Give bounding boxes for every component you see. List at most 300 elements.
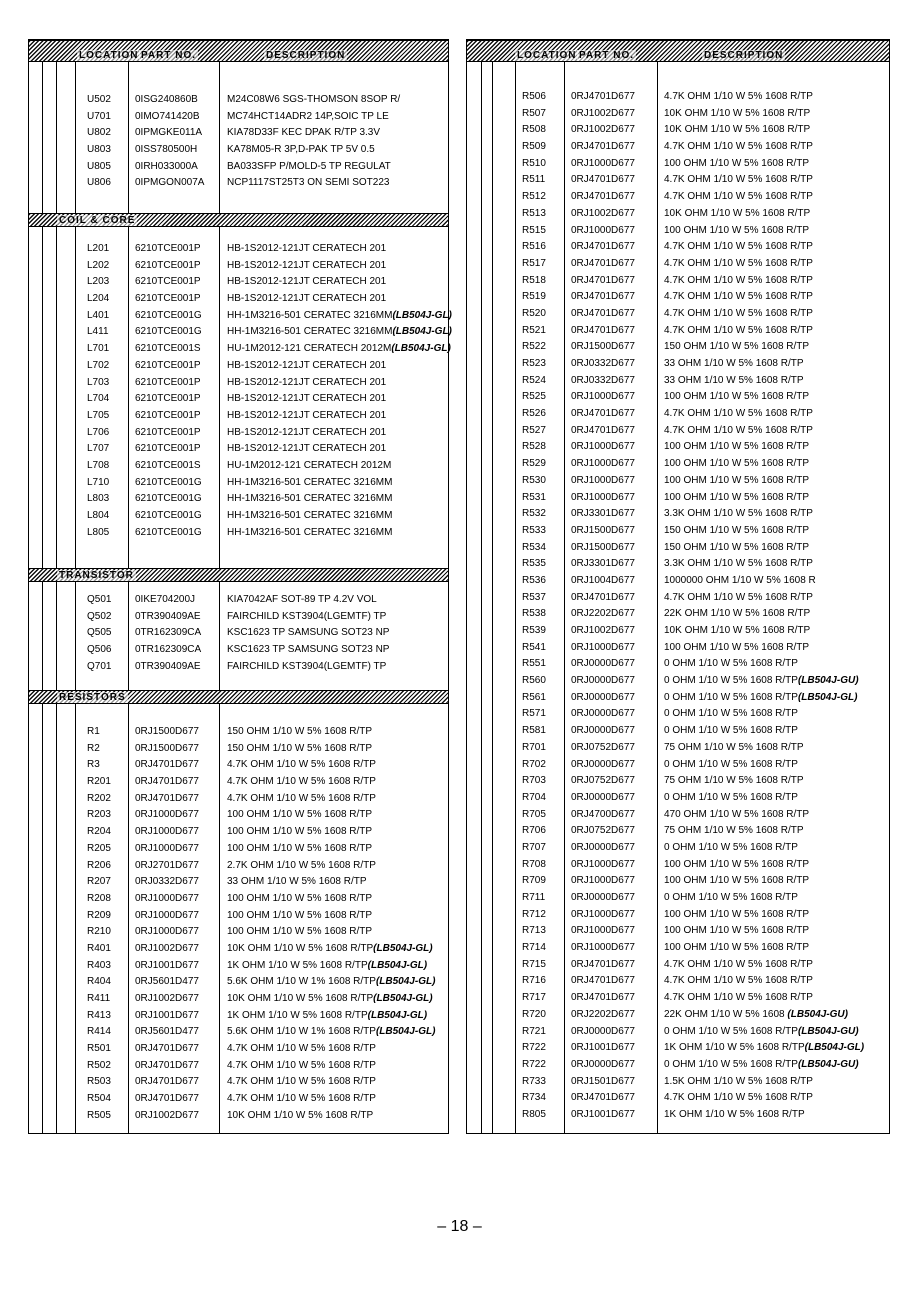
- description-cell: [227, 508, 392, 525]
- description-cell: [227, 1074, 376, 1091]
- location-cell: R413: [87, 1009, 111, 1021]
- description-text: HB-1S2012-121JT CERATECH 201: [227, 443, 387, 455]
- description-text: 4.7K OHM 1/10 W 5% 1608 R/TP: [664, 958, 813, 970]
- description-cell: [227, 924, 372, 941]
- location-cell: R512: [522, 191, 546, 203]
- description-text: 3.3K OHM 1/10 W 5% 1608 R/TP: [664, 558, 813, 570]
- description-cell: [227, 642, 389, 659]
- description-cell: [227, 308, 452, 325]
- location-cell: R506: [522, 91, 546, 102]
- part-number-cell: 0RJ0000D677: [571, 675, 635, 687]
- part-number-cell: 0TR390409AE: [135, 660, 201, 672]
- description-text: FAIRCHILD KST3904(LGEMTF) TP: [227, 610, 387, 622]
- part-number-cell: 0RJ1002D677: [571, 207, 635, 219]
- part-number-cell: 0RJ1000D677: [135, 826, 199, 838]
- table-row: [467, 1090, 889, 1107]
- description-text: 10K OHM 1/10 W 5% 1608 R/TP: [664, 625, 811, 636]
- location-cell: R204: [87, 826, 111, 838]
- table-row: [467, 1057, 889, 1074]
- description-cell: [227, 724, 372, 741]
- part-number-cell: 0RJ0332D677: [135, 876, 199, 888]
- location-cell: R715: [522, 958, 546, 970]
- part-number-cell: 0RJ1000D677: [571, 458, 635, 470]
- section-title: RESISTORS: [59, 692, 126, 703]
- part-number-cell: 0RJ1000D677: [571, 942, 635, 954]
- part-number-cell: 6210TCE001G: [135, 510, 202, 521]
- table-row: [467, 439, 889, 456]
- description-text: 0 OHM 1/10 W 5% 1608 R/TP: [664, 791, 798, 803]
- table-row: [29, 791, 448, 808]
- section-header: [467, 40, 889, 62]
- part-number-cell: 0RJ1002D677: [135, 1109, 199, 1121]
- model-tag: (LB504J-GL): [392, 309, 452, 321]
- description-cell: [664, 256, 813, 273]
- location-cell: R716: [522, 975, 546, 987]
- description-cell: [664, 706, 798, 723]
- location-cell: Q701: [87, 660, 112, 672]
- part-number-cell: 0RJ1004D677: [571, 574, 635, 586]
- part-number-cell: 0RJ4701D677: [571, 408, 635, 420]
- description-text: HB-1S2012-121JT CERATECH 201: [227, 359, 387, 371]
- description-cell: [227, 258, 386, 275]
- part-number-cell: 6210TCE001P: [135, 259, 201, 271]
- description-cell: [664, 1090, 813, 1107]
- location-cell: U806: [87, 177, 111, 189]
- description-cell: [227, 341, 451, 358]
- location-cell: R541: [522, 641, 546, 653]
- description-text: 0 OHM 1/10 W 5% 1608 R/TP: [664, 1025, 798, 1037]
- description-cell: [227, 841, 372, 858]
- table-row: [467, 640, 889, 657]
- description-text: 2.7K OHM 1/10 W 5% 1608 R/TP: [227, 859, 376, 871]
- description-text: KIA78D33F KEC DPAK R/TP 3.3V: [227, 127, 381, 139]
- section-title: COIL & CORE: [59, 215, 136, 226]
- part-number-cell: 0RJ0332D677: [571, 358, 635, 369]
- section-header: [29, 690, 448, 704]
- part-number-cell: 6210TCE001S: [135, 459, 201, 471]
- part-number-cell: 0RJ0000D677: [571, 1058, 635, 1070]
- description-text: KSC1623 TP SAMSUNG SOT23 NP: [227, 627, 390, 639]
- table-row: [467, 840, 889, 857]
- table-row: [467, 823, 889, 840]
- table-row: [467, 907, 889, 924]
- description-cell: [227, 324, 452, 341]
- description-cell: [664, 473, 809, 490]
- description-text: 4.7K OHM 1/10 W 5% 1608 R/TP: [227, 792, 376, 804]
- part-number-cell: 0RJ4701D677: [135, 1043, 199, 1055]
- description-cell: [664, 506, 813, 523]
- part-number-cell: 0RJ4701D677: [571, 174, 635, 186]
- description-cell: [664, 289, 813, 306]
- table-row: [29, 441, 448, 458]
- location-cell: R511: [522, 174, 546, 186]
- location-cell: R721: [522, 1025, 546, 1037]
- location-cell: R522: [522, 341, 546, 353]
- table-row: [29, 1024, 448, 1041]
- description-text: 4.7K OHM 1/10 W 5% 1608 R/TP: [664, 191, 813, 203]
- location-cell: L411: [87, 326, 109, 338]
- description-cell: [227, 807, 372, 824]
- table-row: [29, 1041, 448, 1058]
- location-cell: R209: [87, 909, 111, 921]
- location-cell: R404: [87, 976, 111, 988]
- table-row: [29, 924, 448, 941]
- part-number-cell: 0RJ1500D677: [571, 541, 635, 553]
- model-tag: (LB504J-GL): [373, 993, 433, 1004]
- table-row: [29, 974, 448, 991]
- description-text: 1K OHM 1/10 W 5% 1608 R/TP: [664, 1042, 805, 1054]
- part-number-cell: 0RJ5601D477: [135, 1026, 199, 1038]
- part-number-cell: 6210TCE001P: [135, 426, 201, 438]
- location-cell: R3: [87, 759, 100, 771]
- description-text: 33 OHM 1/10 W 5% 1608 R/TP: [664, 374, 804, 386]
- description-text: 33 OHM 1/10 W 5% 1608 R/TP: [664, 358, 804, 369]
- location-cell: R205: [87, 842, 111, 854]
- part-number-cell: 6210TCE001G: [135, 326, 202, 338]
- description-text: 22K OHM 1/10 W 5% 1608: [664, 1008, 788, 1020]
- description-cell: [664, 790, 798, 807]
- table-row: [29, 92, 448, 109]
- part-number-cell: 0RJ0000D677: [571, 708, 635, 720]
- part-number-cell: 0ISS780500H: [135, 144, 198, 156]
- description-cell: [664, 106, 810, 123]
- part-number-cell: 0RJ4701D677: [571, 975, 635, 987]
- description-text: HB-1S2012-121JT CERATECH 201: [227, 409, 387, 421]
- table-row: [29, 125, 448, 142]
- description-text: 0 OHM 1/10 W 5% 1608 R/TP: [664, 758, 798, 770]
- table-row: [29, 774, 448, 791]
- part-number-cell: 0RJ0752D677: [571, 775, 635, 787]
- description-text: 4.7K OHM 1/10 W 5% 1608 R/TP: [664, 307, 813, 319]
- section-header: [29, 40, 448, 62]
- model-tag: (LB504J-GL): [367, 1009, 428, 1021]
- location-cell: R503: [87, 1076, 111, 1088]
- part-number-cell: 0RJ4701D677: [571, 141, 635, 153]
- table-row: [29, 341, 451, 358]
- description-cell: [664, 890, 798, 907]
- part-number-cell: 0RJ5601D477: [135, 976, 199, 988]
- description-cell: [664, 957, 813, 974]
- description-text: 4.7K OHM 1/10 W 5% 1608 R/TP: [227, 1043, 376, 1055]
- description-cell: [664, 423, 813, 440]
- part-number-cell: 0ISG240860B: [135, 94, 198, 105]
- part-number-cell: 0RJ1000D677: [571, 224, 635, 236]
- table-row: [29, 142, 448, 159]
- location-cell: L701: [87, 343, 110, 355]
- location-cell: R560: [522, 675, 546, 687]
- description-cell: [227, 741, 372, 758]
- location-cell: R518: [522, 274, 546, 286]
- description-cell: [227, 491, 392, 508]
- description-text: 0 OHM 1/10 W 5% 1608 R/TP: [664, 892, 798, 903]
- description-text: 75 OHM 1/10 W 5% 1608 R/TP: [664, 741, 804, 753]
- table-row: [29, 159, 448, 176]
- table-row: [29, 874, 448, 891]
- part-number-cell: 0RJ4701D677: [135, 759, 199, 771]
- model-tag: (LB504J-GU): [797, 675, 859, 687]
- part-number-cell: 0RJ4701D677: [135, 792, 199, 804]
- table-row: [29, 958, 448, 975]
- description-cell: [664, 239, 813, 256]
- description-cell: [227, 625, 389, 642]
- table-row: [467, 289, 889, 306]
- description-cell: [664, 857, 809, 874]
- part-number-cell: 0RJ1000D677: [135, 892, 199, 904]
- location-cell: L707: [87, 443, 110, 455]
- description-text: 10K OHM 1/10 W 5% 1608 R/TP: [664, 124, 811, 136]
- table-row: [467, 590, 889, 607]
- right-parts-table: [466, 39, 890, 1134]
- table-row: [29, 375, 448, 392]
- location-cell: U701: [87, 110, 111, 122]
- table-row: [29, 1058, 448, 1075]
- table-row: [29, 659, 448, 676]
- description-text: 0 OHM 1/10 W 5% 1608 R/TP: [664, 691, 798, 703]
- description-text: 4.7K OHM 1/10 W 5% 1608 R/TP: [664, 274, 813, 286]
- part-number-cell: 0RJ1002D677: [571, 107, 635, 119]
- model-tag: (LB504J-GL): [804, 1042, 865, 1054]
- description-text: 4.7K OHM 1/10 W 5% 1608 R/TP: [664, 1092, 813, 1104]
- location-cell: R701: [522, 741, 546, 753]
- description-cell: [664, 740, 804, 757]
- description-text: 100 OHM 1/10 W 5% 1608 R/TP: [664, 875, 810, 887]
- part-number-cell: 0RJ4701D677: [571, 257, 635, 269]
- description-text: HB-1S2012-121JT CERATECH 201: [227, 376, 387, 388]
- table-row: [467, 256, 889, 273]
- location-cell: R733: [522, 1075, 546, 1087]
- part-number-cell: 6210TCE001S: [135, 343, 201, 355]
- table-row: [467, 139, 889, 156]
- description-cell: [227, 142, 375, 159]
- table-row: [467, 356, 889, 373]
- description-cell: [227, 358, 386, 375]
- description-cell: [227, 125, 380, 142]
- location-cell: L401: [87, 309, 110, 321]
- description-cell: [664, 306, 813, 323]
- description-text: HB-1S2012-121JT CERATECH 201: [227, 243, 387, 254]
- description-cell: [227, 908, 372, 925]
- location-cell: R524: [522, 374, 546, 386]
- description-text: 150 OHM 1/10 W 5% 1608 R/TP: [227, 742, 373, 754]
- location-cell: L703: [87, 376, 110, 388]
- location-cell: R411: [87, 993, 111, 1004]
- location-cell: L201: [87, 243, 110, 254]
- description-text: 5.6K OHM 1/10 W 1% 1608 R/TP: [227, 1026, 376, 1038]
- part-number-cell: 0RJ1000D677: [135, 909, 199, 921]
- table-row: [467, 273, 889, 290]
- table-row: [467, 656, 889, 673]
- description-text: 100 OHM 1/10 W 5% 1608 R/TP: [227, 842, 373, 854]
- description-text: 1K OHM 1/10 W 5% 1608 R/TP: [664, 1108, 805, 1120]
- description-cell: [664, 606, 810, 623]
- model-tag: (LB504J-GL): [375, 1026, 436, 1038]
- description-cell: [664, 439, 809, 456]
- part-number-cell: 0RJ1500D677: [135, 726, 199, 737]
- description-cell: [227, 175, 389, 192]
- part-number-cell: 0IKE704200J: [135, 594, 196, 605]
- table-row: [467, 189, 889, 206]
- description-cell: [664, 523, 809, 540]
- description-text: 150 OHM 1/10 W 5% 1608 R/TP: [664, 341, 810, 353]
- description-cell: [227, 891, 372, 908]
- description-text: 4.7K OHM 1/10 W 5% 1608 R/TP: [664, 241, 813, 253]
- location-cell: R521: [522, 324, 546, 336]
- description-cell: [227, 425, 386, 442]
- page-number: – 18 –: [437, 1218, 482, 1235]
- description-cell: [664, 373, 804, 390]
- location-cell: R571: [522, 708, 546, 720]
- location-cell: R2: [87, 742, 100, 754]
- table-row: [467, 757, 889, 774]
- location-cell: Q502: [87, 610, 112, 622]
- description-text: HB-1S2012-121JT CERATECH 201: [227, 293, 387, 305]
- description-text: BA033SFP P/MOLD-5 TP REGULAT: [227, 160, 391, 172]
- description-cell: [664, 223, 809, 240]
- description-cell: [227, 958, 427, 975]
- location-cell: R526: [522, 408, 546, 420]
- part-number-cell: 0RJ1001D677: [135, 1009, 199, 1021]
- description-text: 4.7K OHM 1/10 W 5% 1608 R/TP: [664, 257, 813, 269]
- description-text: 0 OHM 1/10 W 5% 1608 R/TP: [664, 658, 798, 670]
- table-row: [29, 858, 448, 875]
- description-text: 4.7K OHM 1/10 W 5% 1608 R/TP: [664, 174, 813, 186]
- description-cell: [664, 339, 809, 356]
- description-cell: [664, 456, 809, 473]
- location-cell: R207: [87, 876, 111, 888]
- description-text: 5.6K OHM 1/10 W 1% 1608 R/TP: [227, 976, 376, 988]
- location-cell: R581: [522, 725, 546, 737]
- part-number-cell: 0RJ1000D677: [571, 908, 635, 920]
- location-cell: L203: [87, 276, 110, 288]
- table-row: [467, 172, 889, 189]
- description-text: FAIRCHILD KST3904(LGEMTF) TP: [227, 660, 387, 672]
- description-cell: [227, 1108, 373, 1125]
- description-cell: [664, 807, 809, 824]
- description-cell: [227, 874, 367, 891]
- location-cell: U802: [87, 127, 111, 139]
- location-cell: R561: [522, 691, 546, 703]
- part-number-cell: 6210TCE001P: [135, 293, 201, 305]
- description-cell: [227, 991, 433, 1008]
- table-row: [467, 490, 889, 507]
- model-tag: (LB504J-GL): [797, 691, 858, 703]
- description-text: 0 OHM 1/10 W 5% 1608 R/TP: [664, 675, 798, 687]
- location-cell: R509: [522, 141, 546, 153]
- location-cell: Q501: [87, 594, 112, 605]
- table-row: [29, 525, 448, 542]
- description-text: KA78M05-R 3P,D-PAK TP 5V 0.5: [227, 144, 375, 156]
- table-row: [29, 891, 448, 908]
- description-text: 100 OHM 1/10 W 5% 1608 R/TP: [664, 441, 810, 453]
- description-cell: [227, 1008, 427, 1025]
- description-text: 10K OHM 1/10 W 5% 1608 R/TP: [664, 207, 811, 219]
- table-row: [29, 908, 448, 925]
- description-cell: [227, 291, 386, 308]
- description-text: 10K OHM 1/10 W 5% 1608 R/TP: [227, 942, 374, 954]
- location-cell: R508: [522, 124, 546, 136]
- description-cell: [227, 824, 372, 841]
- description-text: 22K OHM 1/10 W 5% 1608 R/TP: [664, 608, 811, 620]
- description-text: 100 OHM 1/10 W 5% 1608 R/TP: [227, 809, 373, 821]
- location-cell: R530: [522, 474, 546, 486]
- table-row: [29, 642, 448, 659]
- location-cell: R531: [522, 491, 546, 503]
- description-text: HH-1M3216-501 CERATEC 3216MM: [227, 326, 393, 338]
- table-row: [467, 573, 889, 590]
- table-row: [467, 122, 889, 139]
- description-text: 100 OHM 1/10 W 5% 1608 R/TP: [664, 858, 810, 870]
- description-text: 100 OHM 1/10 W 5% 1608 R/TP: [227, 826, 373, 838]
- description-cell: [664, 323, 813, 340]
- location-cell: R208: [87, 892, 111, 904]
- part-number-cell: 0RJ4701D677: [571, 241, 635, 253]
- description-cell: [227, 1058, 376, 1075]
- description-cell: [664, 206, 810, 223]
- description-text: KSC1623 TP SAMSUNG SOT23 NP: [227, 644, 390, 656]
- table-row: [467, 506, 889, 523]
- table-row: [467, 389, 889, 406]
- description-text: 4.7K OHM 1/10 W 5% 1608 R/TP: [664, 408, 813, 420]
- location-cell: R702: [522, 758, 546, 770]
- table-row: [467, 773, 889, 790]
- location-cell: R528: [522, 441, 546, 453]
- description-text: HH-1M3216-501 CERATEC 3216MM: [227, 493, 393, 505]
- location-cell: R519: [522, 291, 546, 303]
- part-number-cell: 0RJ4701D677: [571, 91, 635, 102]
- location-cell: R515: [522, 224, 546, 236]
- description-text: HB-1S2012-121JT CERATECH 201: [227, 276, 387, 288]
- part-number-cell: 0IPMGON007A: [135, 177, 205, 189]
- location-cell: R734: [522, 1092, 546, 1104]
- table-row: [467, 1007, 889, 1024]
- part-number-cell: 0RJ0000D677: [571, 725, 635, 737]
- part-number-cell: 6210TCE001G: [135, 526, 202, 538]
- location-cell: R414: [87, 1026, 111, 1038]
- location-cell: L804: [87, 510, 110, 521]
- location-cell: R401: [87, 942, 111, 954]
- location-cell: R1: [87, 726, 100, 737]
- table-row: [29, 625, 448, 642]
- location-cell: R206: [87, 859, 111, 871]
- part-number-cell: 0RJ0000D677: [571, 691, 635, 703]
- description-text: HH-1M3216-501 CERATEC 3216MM: [227, 510, 393, 521]
- location-cell: R403: [87, 959, 111, 971]
- description-cell: [664, 923, 809, 940]
- table-row: [467, 456, 889, 473]
- description-cell: [664, 573, 816, 590]
- description-cell: [664, 490, 809, 507]
- description-text: 100 OHM 1/10 W 5% 1608 R/TP: [664, 641, 810, 653]
- description-text: 100 OHM 1/10 W 5% 1608 R/TP: [664, 157, 810, 169]
- description-text: HU-1M2012-121 CERATECH 2012M: [227, 343, 392, 355]
- table-row: [29, 308, 452, 325]
- table-row: [467, 957, 889, 974]
- table-row: [29, 724, 448, 741]
- description-text: 0 OHM 1/10 W 5% 1608 R/TP: [664, 1058, 798, 1070]
- part-number-cell: 0IRH033000A: [135, 160, 198, 172]
- table-row: [467, 323, 889, 340]
- location-cell: L710: [87, 476, 110, 488]
- description-text: 4.7K OHM 1/10 W 5% 1608 R/TP: [664, 424, 813, 436]
- location-header: LOCATION: [517, 50, 577, 61]
- description-text: 10K OHM 1/10 W 5% 1608 R/TP: [227, 1109, 374, 1121]
- table-row: [467, 106, 889, 123]
- table-row: [467, 206, 889, 223]
- part-number-cell: 0RJ4701D677: [135, 1076, 199, 1088]
- description-text: M24C08W6 SGS-THOMSON 8SOP R/: [227, 94, 401, 105]
- model-tag: (LB504J-GL): [375, 976, 436, 988]
- location-cell: R523: [522, 358, 546, 369]
